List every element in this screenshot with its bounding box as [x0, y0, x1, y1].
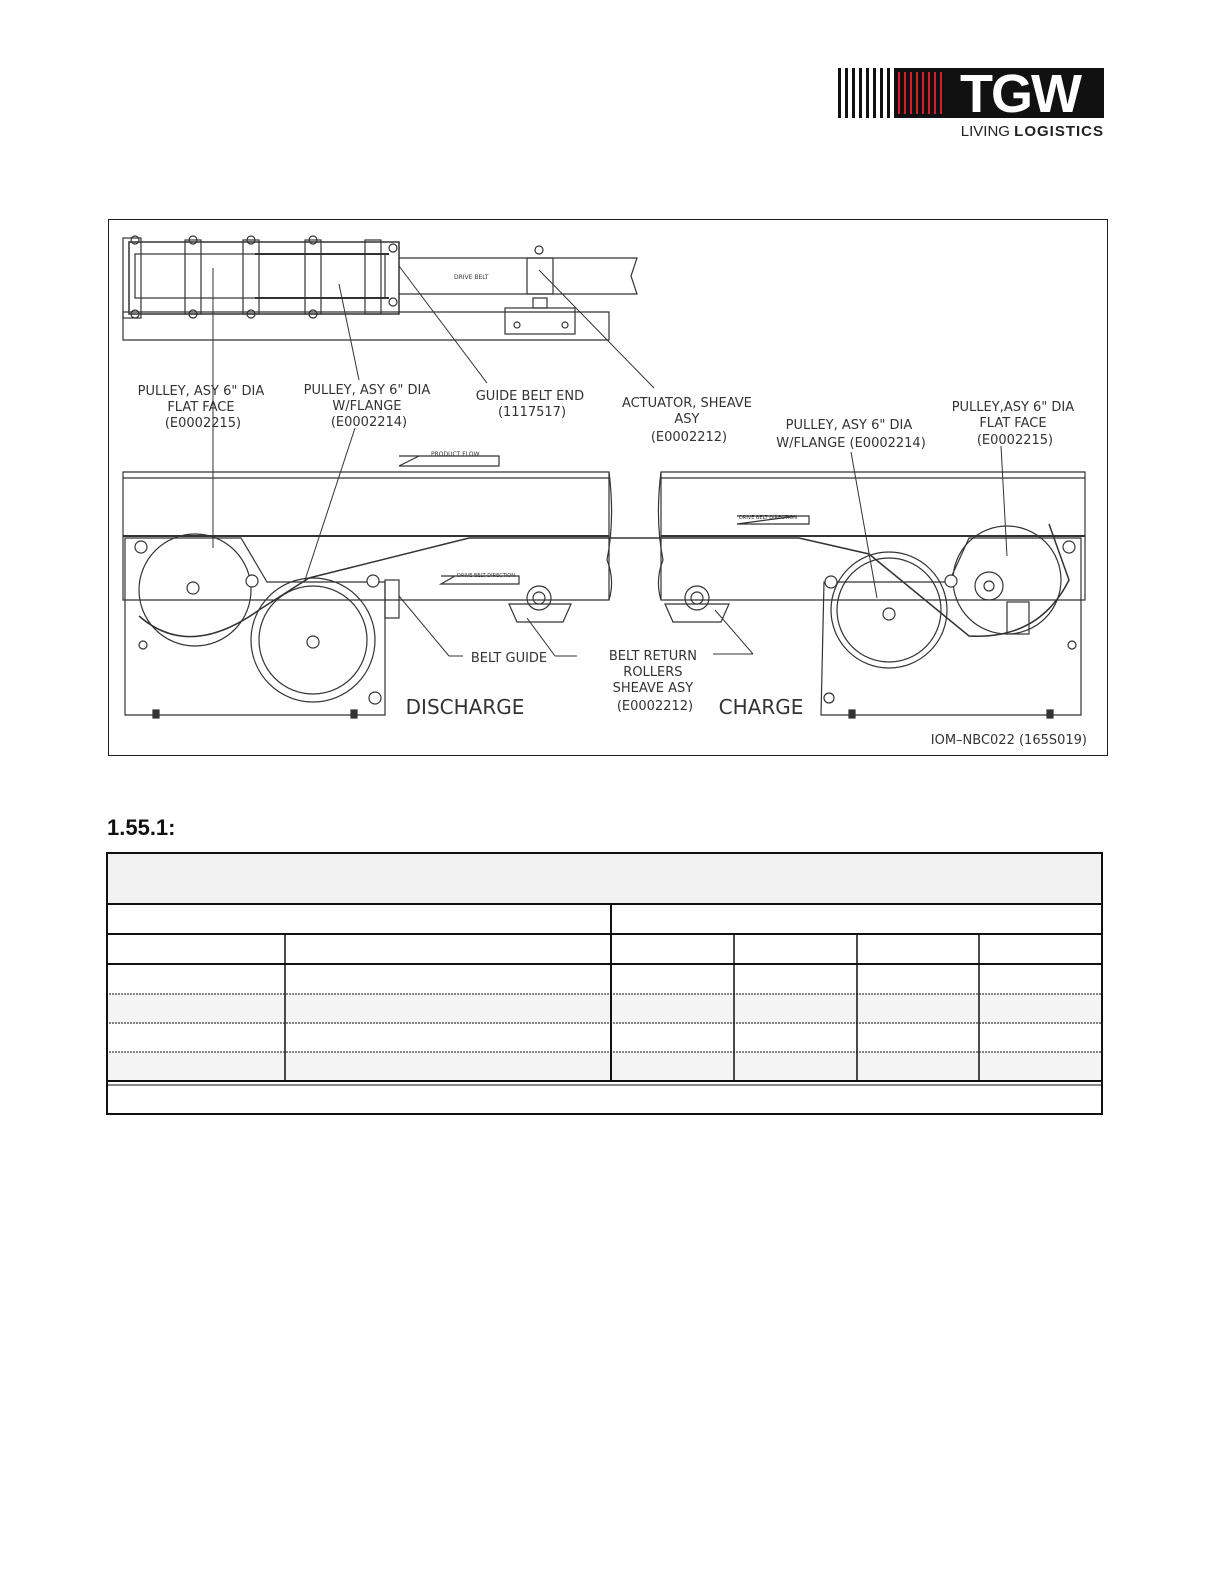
conveyor-drawing [108, 219, 1108, 756]
callouts-lower [406, 649, 1087, 748]
top-view [123, 236, 637, 340]
table-row-shaded [106, 994, 1103, 1024]
drawing-id: IOM–NBC022 (165S019) [930, 733, 1087, 748]
leader-lines-top [213, 266, 654, 548]
discharge-label: DISCHARGE [405, 695, 525, 719]
callout-pulley-flat-left: PULLEY, ASY 6" DIA FLAT FACE (E0002215) [137, 384, 265, 431]
callout-guide-belt-end: GUIDE BELT END (1117517) [475, 389, 585, 420]
drive-belt-label: DRIVE BELT [454, 274, 489, 281]
tgw-logo-graphic [836, 66, 1108, 142]
logo-tagline: LIVING LOGISTICS [960, 123, 1104, 140]
table-row-shaded [106, 1052, 1103, 1082]
leader-lines-lower [305, 428, 1007, 656]
product-flow-label: PRODUCT FLOW [431, 451, 480, 458]
callouts-upper [138, 383, 1079, 451]
callout-belt-guide: BELT GUIDE [470, 651, 548, 666]
table-header-band [106, 852, 1103, 904]
charge-label: CHARGE [718, 695, 804, 719]
section-heading: 1.55.1: [107, 815, 176, 840]
logo-brand-text: TGW [960, 66, 1080, 124]
callout-belt-return: BELT RETURN ROLLERS SHEAVE ASY (E0002212) [608, 649, 697, 714]
callout-pulley-flange-left: PULLEY, ASY 6" DIA W/FLANGE (E0002214) [303, 383, 431, 430]
callout-actuator-sheave: ACTUATOR, SHEAVE ASY (E0002212) [621, 396, 752, 445]
specification-table [106, 852, 1103, 1115]
conveyor-drawing-svg [109, 220, 1109, 757]
drive-belt-direction-right: DRIVE BELT DIRECTION [739, 515, 797, 521]
company-logo [836, 66, 1108, 142]
table-grid [106, 852, 1103, 1115]
callout-pulley-flange-right: PULLEY, ASY 6" DIA W/FLANGE (E0002214) [776, 418, 926, 451]
side-view [123, 451, 1085, 718]
callout-pulley-flat-right: PULLEY,ASY 6" DIA FLAT FACE (E0002215) [951, 400, 1075, 448]
drive-belt-direction-left: DRIVE BELT DIRECTION [457, 573, 515, 579]
